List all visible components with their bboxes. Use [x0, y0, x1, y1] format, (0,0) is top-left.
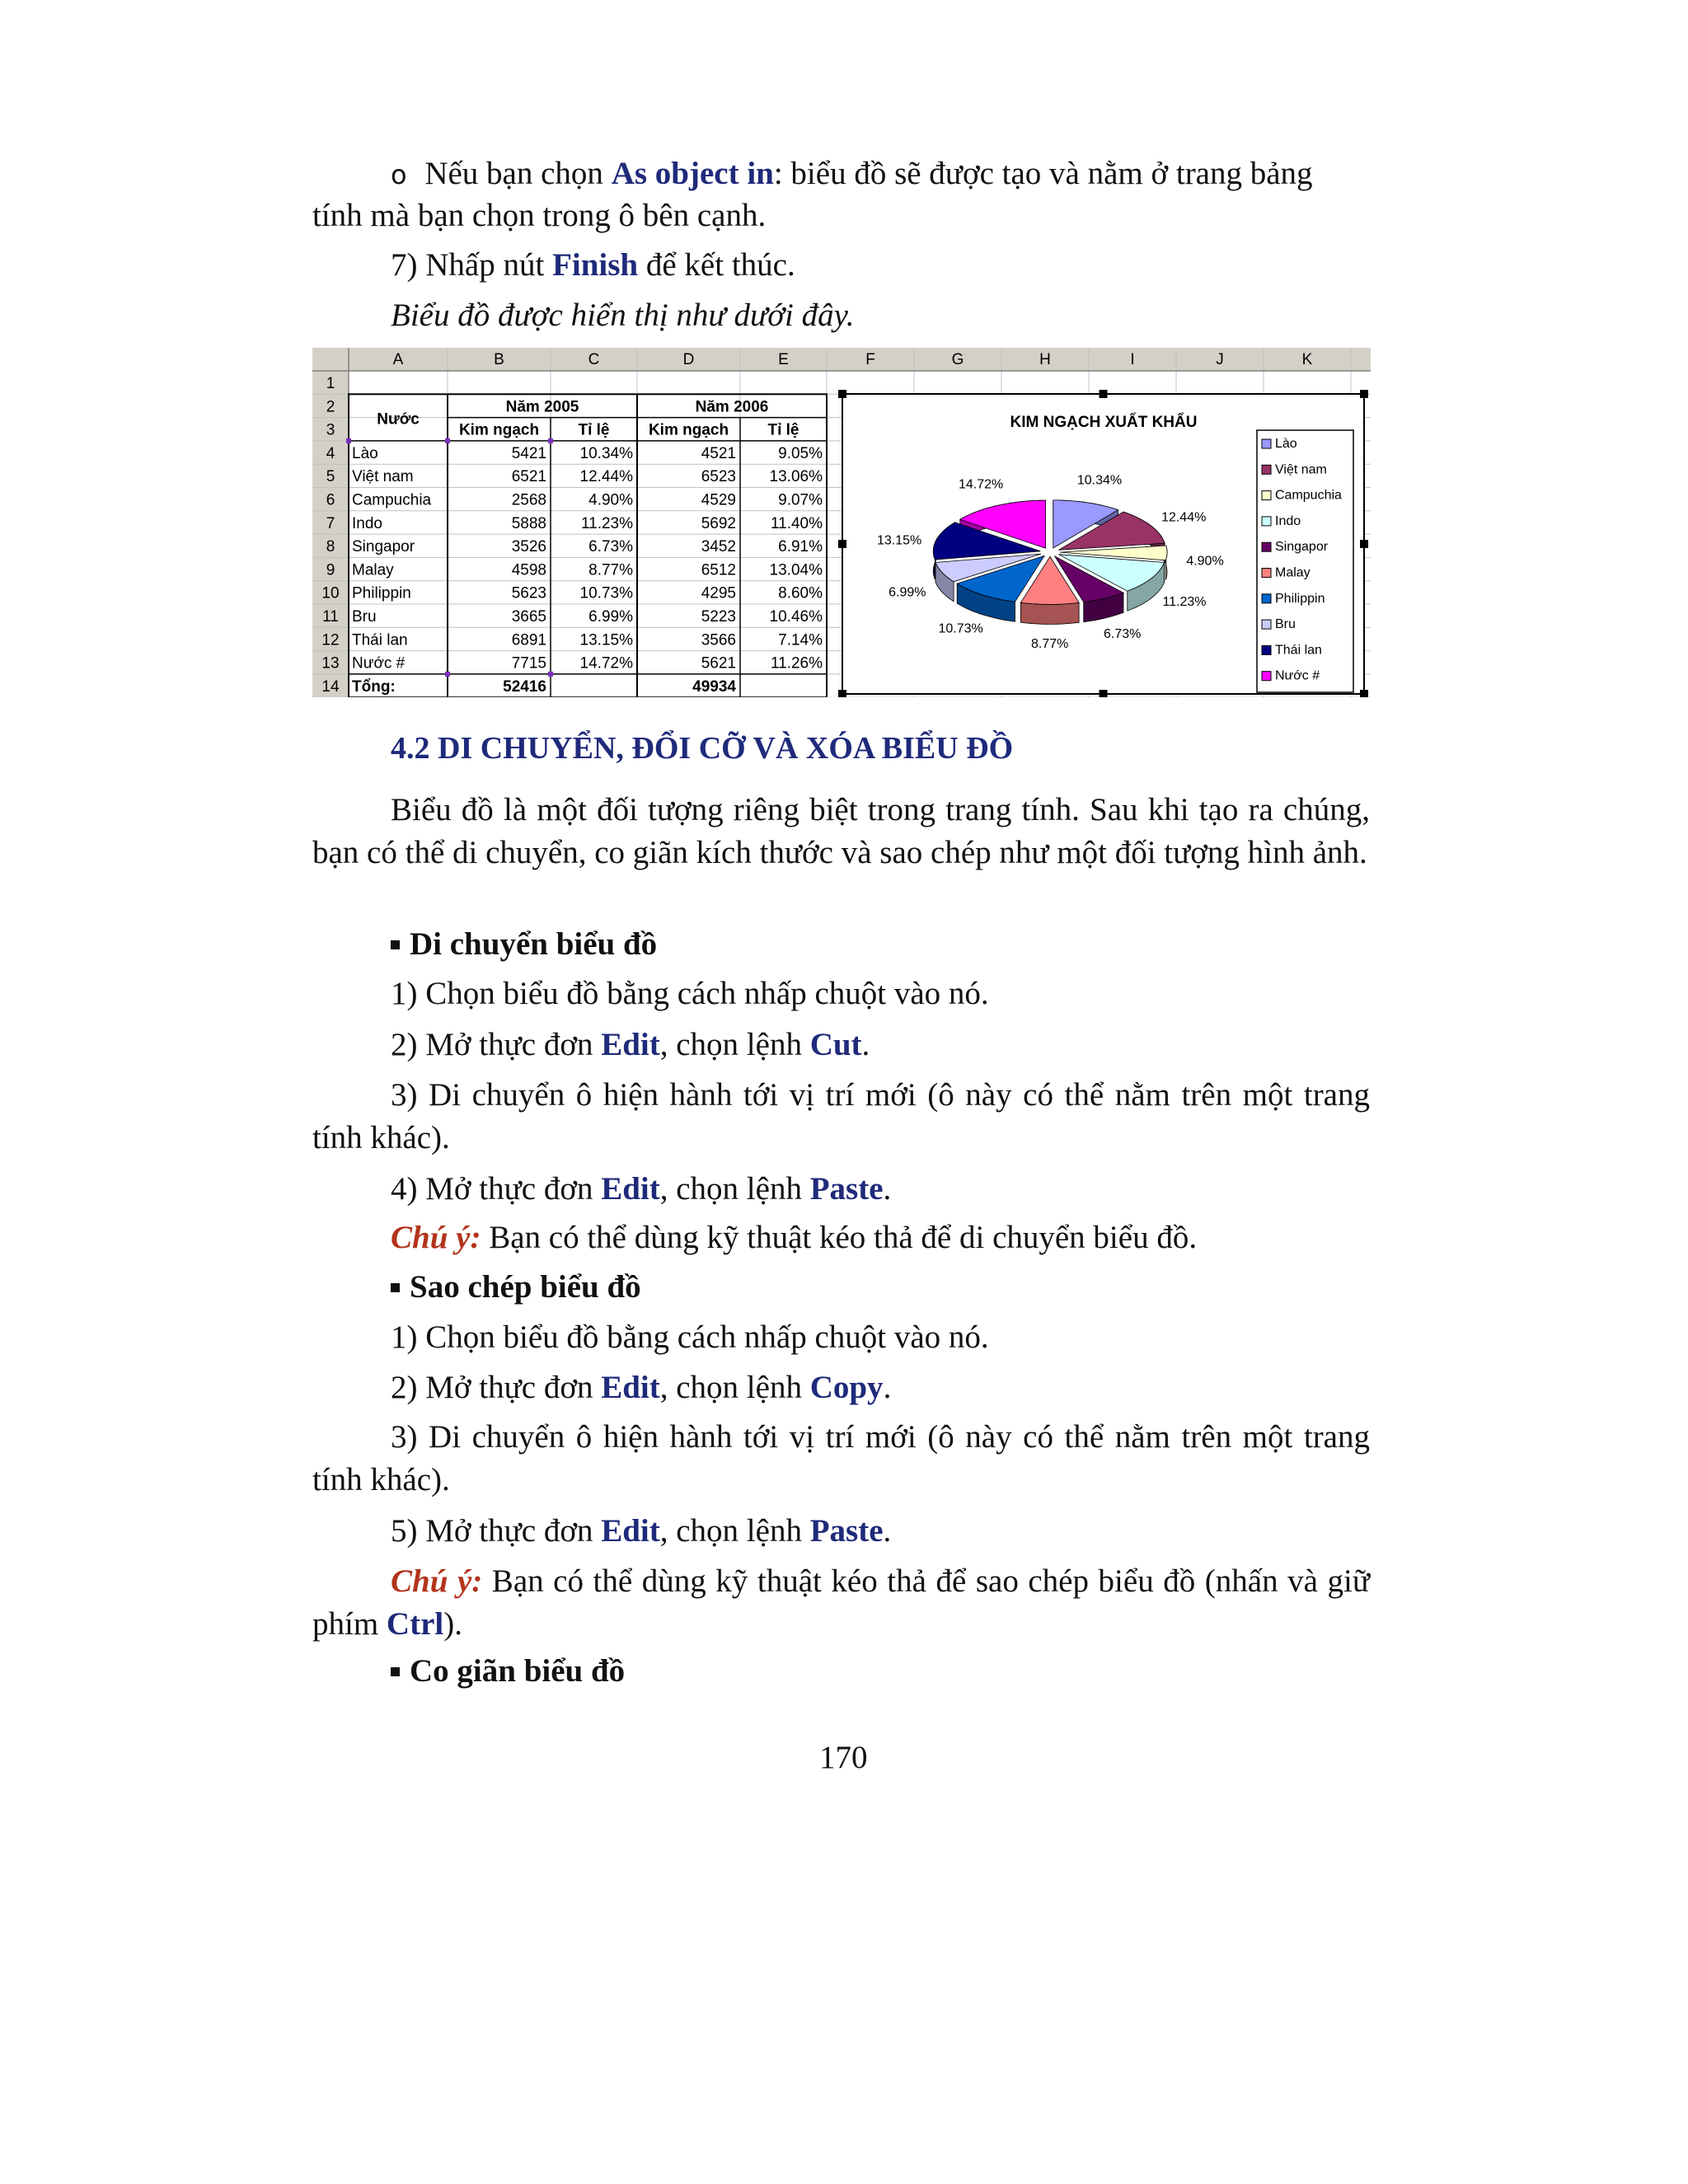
intro-paragraph: Biểu đồ là một đối tượng riêng biệt trong trang tính. Sau khi tạo ra chúng, bạn có thể di chuyển, co giãn kích thước và sao chép như một đối tượng hình ảnh.: [312, 792, 1370, 870]
cell-value: 8.60%: [778, 584, 823, 602]
cell-value: 9.05%: [778, 444, 823, 462]
spreadsheet-graphic: [312, 348, 1371, 697]
chart-resize-handle: [1100, 690, 1108, 697]
range-handle: [445, 438, 450, 443]
pie-data-label: 10.73%: [938, 621, 983, 636]
column-header-a: A: [392, 351, 404, 368]
spreadsheet-screenshot: [312, 348, 1371, 697]
cell-country: Lào: [352, 444, 378, 462]
header-sub: Kim ngạch: [648, 421, 729, 439]
cell-value: 6.99%: [588, 608, 633, 626]
cell-value: 5421: [511, 444, 546, 462]
square-bullet-icon: [391, 940, 400, 949]
pie-data-label: 6.73%: [1104, 627, 1142, 642]
legend-swatch: [1262, 439, 1271, 448]
cell-value: 3566: [701, 631, 736, 649]
cell-value: 5621: [701, 654, 736, 673]
range-handle: [346, 438, 351, 443]
cell-value: 13.15%: [579, 631, 633, 649]
copy-step-3: 3) Di chuyển ô hiện hành tới vị trí mới (ô này có thể nằm trên một trang tính khác).: [312, 1419, 1370, 1497]
page-number: 170: [819, 1740, 868, 1775]
step-7: 7) Nhấp nút Finish để kết thúc.: [391, 247, 795, 283]
cell-value: 4529: [701, 491, 736, 509]
cell-value: 6523: [701, 468, 736, 486]
header-country: Nước: [377, 410, 420, 429]
copy-step-1: 1) Chọn biểu đồ bằng cách nhấp chuột vào nó.: [391, 1319, 989, 1355]
pie-data-label: 14.72%: [958, 477, 1004, 492]
cell-value: 4521: [701, 444, 736, 462]
chart-resize-handle: [838, 690, 846, 697]
row-header-9: 9: [326, 561, 335, 579]
cell-value: 14.72%: [579, 654, 633, 673]
legend-swatch: [1262, 542, 1271, 551]
row-header-13: 13: [321, 654, 340, 673]
cell-value: 3665: [511, 608, 546, 626]
cell-value: 8.77%: [588, 561, 633, 579]
column-header-i: I: [1130, 351, 1135, 368]
legend-swatch: [1262, 645, 1271, 654]
pie-data-label: 11.23%: [1162, 594, 1207, 609]
pie-data-label: 8.77%: [1031, 637, 1069, 651]
column-header-c: C: [588, 351, 600, 368]
cell-value: 13.06%: [769, 468, 823, 486]
row-header-10: 10: [321, 584, 340, 602]
cell-country: Nước #: [352, 654, 406, 673]
row-header-8: 8: [326, 538, 335, 556]
cell-value: 5223: [701, 608, 736, 626]
chart-resize-handle: [1360, 690, 1368, 697]
legend-label: Indo: [1275, 513, 1301, 528]
cell-value: 10.73%: [579, 584, 633, 602]
legend-swatch: [1262, 517, 1271, 526]
column-header-k: K: [1301, 351, 1313, 368]
header-sub: Kim ngạch: [458, 421, 540, 439]
legend-label: Bru: [1275, 617, 1296, 632]
pie-data-label: 6.99%: [889, 585, 926, 600]
cell-value: 10.34%: [579, 444, 633, 462]
legend-swatch: [1262, 672, 1271, 681]
cell-country: Việt nam: [352, 468, 414, 486]
header-sub: Tỉ lệ: [578, 421, 610, 439]
legend-swatch: [1262, 569, 1271, 578]
column-header-d: D: [682, 351, 695, 368]
range-handle: [548, 672, 553, 677]
legend-swatch: [1262, 465, 1271, 474]
row-header-4: 4: [326, 444, 335, 462]
cell-value: 3452: [701, 538, 736, 556]
option-as-object-in: o Nếu bạn chọn As object in: biểu đồ sẽ được tạo và nằm ở trang bảng: [391, 156, 1313, 191]
subsection-copy: Sao chép biểu đồ: [391, 1266, 641, 1309]
chart-resize-handle: [1100, 390, 1108, 398]
cell-value: 6891: [511, 631, 546, 649]
column-header-f: F: [865, 351, 875, 368]
cell-value: 4.90%: [588, 491, 633, 509]
cell-value: 7.14%: [778, 631, 823, 649]
row-header-1: 1: [326, 375, 335, 392]
move-step-1: 1) Chọn biểu đồ bằng cách nhấp chuột vào nó.: [391, 976, 989, 1011]
move-note: Chú ý: Bạn có thể dùng kỹ thuật kéo thả để di chuyển biểu đồ.: [391, 1220, 1198, 1255]
row-header-6: 6: [326, 491, 335, 509]
legend-label: Singapor: [1275, 540, 1329, 555]
cell-value: 5692: [701, 514, 736, 532]
legend-swatch: [1262, 620, 1271, 629]
row-header-2: 2: [326, 398, 335, 416]
cell-value: 11.40%: [770, 514, 823, 532]
pie-slice-side: [1020, 602, 1079, 624]
cell-country: Bru: [352, 608, 377, 626]
cell-value: 11.23%: [580, 514, 633, 532]
cell-value: 13.04%: [769, 561, 823, 579]
row-header-3: 3: [326, 421, 335, 439]
cell-value: 9.07%: [778, 491, 823, 509]
circle-bullet-icon: o: [391, 159, 407, 190]
column-header-b: B: [494, 351, 504, 368]
chart-resize-handle: [1360, 540, 1368, 548]
legend-swatch: [1262, 491, 1271, 500]
legend-label: Malay: [1275, 565, 1311, 580]
subsection-resize: Co giãn biểu đồ: [391, 1650, 625, 1693]
total-2006: 49934: [692, 677, 736, 696]
cell-value: 6521: [511, 468, 546, 486]
range-handle: [445, 672, 450, 677]
subsection-move: Di chuyển biểu đồ: [391, 923, 657, 966]
cell-value: 6.91%: [778, 538, 823, 556]
pie-data-label: 12.44%: [1161, 510, 1207, 525]
row-header-14: 14: [321, 677, 340, 696]
range-handle: [548, 438, 553, 443]
legend-label: Philippin: [1275, 591, 1325, 606]
cell-country: Campuchia: [352, 491, 432, 509]
cell-value: 12.44%: [579, 468, 633, 486]
column-header-bar: [312, 348, 1371, 371]
cell-value: 3526: [511, 538, 546, 556]
move-step-4: 4) Mở thực đơn Edit, chọn lệnh Paste.: [391, 1171, 892, 1207]
cell-value: 5623: [511, 584, 546, 602]
legend-label: Nước #: [1275, 668, 1320, 683]
cell-country: Singapor: [352, 538, 415, 556]
cell-value: 5888: [511, 514, 546, 532]
figure-caption: Biểu đồ được hiển thị như dưới đây.: [391, 298, 855, 333]
cell-country: Malay: [352, 561, 394, 579]
legend-label: Campuchia: [1275, 488, 1342, 503]
header-year-2005: Năm 2005: [505, 398, 579, 416]
legend-label: Lào: [1275, 437, 1297, 451]
column-header-e: E: [778, 351, 789, 368]
cell-value: 11.26%: [770, 654, 823, 673]
row-header-12: 12: [321, 631, 340, 649]
total-2005: 52416: [503, 677, 546, 696]
pie-data-label: 13.15%: [876, 533, 922, 548]
section-title: 4.2 DI CHUYỂN, ĐỔI CỠ VÀ XÓA BIỂU ĐỒ: [391, 731, 1014, 766]
cell-country: Philippin: [352, 584, 411, 602]
total-label: Tổng:: [352, 677, 396, 696]
pie-data-label: 10.34%: [1076, 473, 1123, 488]
cell-value: 2568: [511, 491, 546, 509]
legend-label: Thái lan: [1275, 643, 1322, 658]
column-header-h: H: [1039, 351, 1051, 368]
copy-note: Chú ý: Bạn có thể dùng kỹ thuật kéo thả để sao chép biểu đồ (nhấn và giữ phím Ctrl).: [312, 1563, 1370, 1642]
row-header-5: 5: [326, 468, 335, 486]
header-year-2006: Năm 2006: [695, 398, 769, 416]
cell-value: 4598: [511, 561, 546, 579]
cell-country: Indo: [352, 514, 382, 532]
chart-resize-handle: [838, 390, 846, 398]
chart-title: KIM NGẠCH XUẤT KHẨU: [1010, 414, 1198, 431]
pie-data-label: 4.90%: [1186, 554, 1224, 569]
cell-value: 10.46%: [769, 608, 823, 626]
square-bullet-icon: [391, 1667, 400, 1676]
legend-label: Việt nam: [1275, 462, 1327, 477]
row-header-11: 11: [322, 608, 339, 626]
option-as-object-in-line2: tính mà bạn chọn trong ô bên cạnh.: [312, 198, 767, 233]
cell-value: 6512: [701, 561, 736, 579]
cell-value: 7715: [511, 654, 546, 673]
column-header-g: G: [951, 351, 964, 368]
cell-country: Thái lan: [352, 631, 408, 649]
header-sub: Tỉ lệ: [767, 421, 799, 439]
copy-step-2: 2) Mở thực đơn Edit, chọn lệnh Copy.: [391, 1370, 892, 1405]
column-header-j: J: [1216, 351, 1224, 368]
legend-swatch: [1262, 594, 1271, 603]
copy-step-5: 5) Mở thực đơn Edit, chọn lệnh Paste.: [391, 1513, 892, 1549]
cell-value: 6.73%: [588, 538, 633, 556]
square-bullet-icon: [391, 1283, 400, 1292]
cell-value: 4295: [701, 584, 736, 602]
move-step-3: 3) Di chuyển ô hiện hành tới vị trí mới (ô này có thể nằm trên một trang tính khác).: [312, 1077, 1370, 1155]
chart-resize-handle: [1360, 390, 1368, 398]
row-header-7: 7: [326, 514, 335, 532]
chart-resize-handle: [838, 540, 846, 548]
move-step-2: 2) Mở thực đơn Edit, chọn lệnh Cut.: [391, 1027, 870, 1062]
